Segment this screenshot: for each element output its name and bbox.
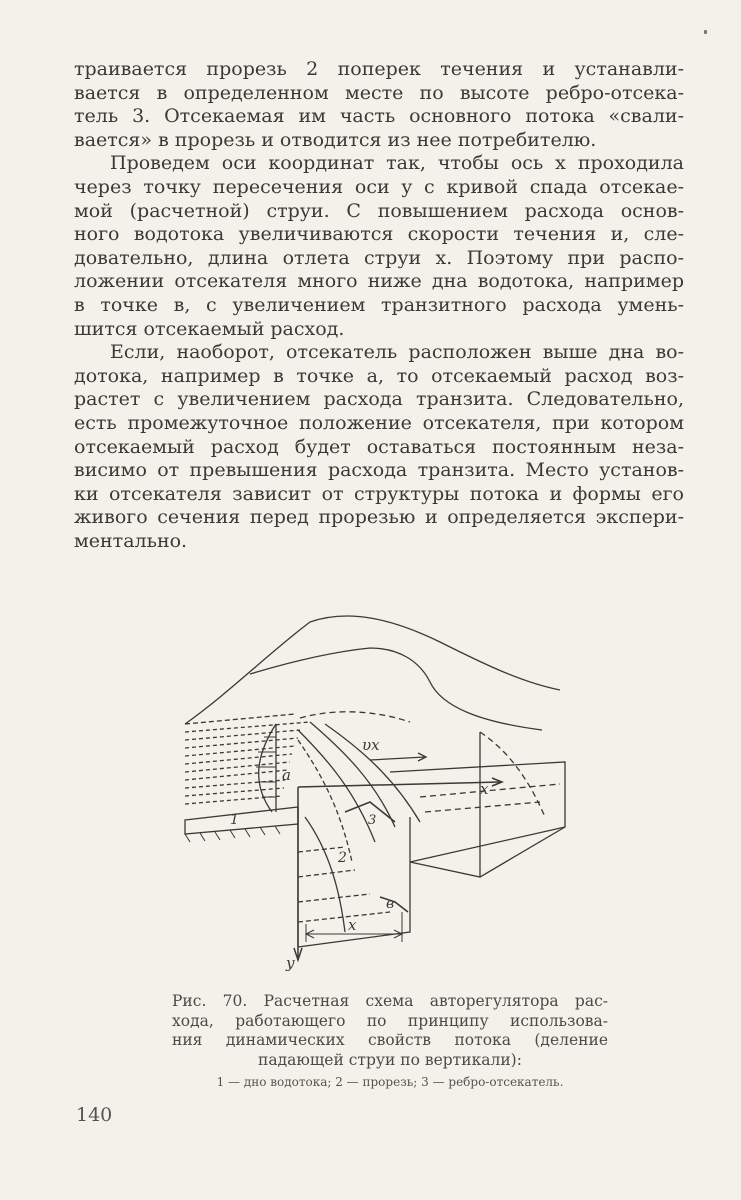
text-line: довательно, длина отлета струи x. Поэтому при распо- [74, 246, 684, 269]
point-a-label: a [282, 766, 291, 784]
point-b-label: в [386, 896, 395, 912]
text-line: ложении отсекателя много ниже дна водотока, например [74, 270, 684, 293]
text-line: ки отсекателя зависит от структуры потока и формы его [74, 482, 684, 505]
text-line: тель 3. Отсекаемая им часть основного потока «свали- [74, 105, 684, 128]
label-2: 2 [338, 850, 347, 866]
text-line: Проведем оси координат так, чтобы ось x проходила [110, 152, 684, 175]
body-text [74, 58, 684, 553]
figure-legend: 1 — дно водотока; 2 — прорезь; 3 — ребро-отсекатель. [216, 1075, 564, 1089]
text-line: мой (расчетной) струи. С повышением расхода основ- [74, 199, 684, 222]
text-line: отсекаемый расход будет оставаться постоянным неза- [74, 435, 684, 458]
text-line: ментально. [74, 529, 188, 552]
text-line: вается в определенном месте по высоте ребро-отсека- [74, 81, 684, 104]
x-dimension-label: x [348, 916, 357, 934]
label-1: 1 [230, 812, 239, 828]
figure-caption [172, 992, 608, 1070]
text-line: шится отсекаемый расход. [74, 317, 345, 340]
text-line: дотока, например в точке a, то отсекаемый расход воз- [74, 364, 684, 387]
text-line: вается» в прорезь и отводится из нее потребителю. [74, 128, 597, 151]
caption-line: Рис. 70. Расчетная схема авторегулятора рас- [172, 992, 608, 1010]
text-line: есть промежуточное положение отсекателя, при котором [74, 411, 684, 434]
label-3: 3 [368, 813, 377, 828]
text-line: живого сечения перед прорезью и определяется экспери- [74, 506, 684, 529]
text-line: через точку пересечения оси y с кривой спада отсекае- [74, 175, 684, 198]
flow-regulator-diagram [180, 612, 570, 977]
caption-line: хода, работающего по принципу использова- [172, 1011, 608, 1030]
text-line: в точке в, с увеличением транзитного расхода умень- [74, 293, 684, 316]
caption-line: падающей струи по вертикали): [258, 1050, 522, 1069]
corner-mark [704, 30, 707, 34]
x-axis-label: x [480, 780, 489, 798]
vx-label: υx [362, 736, 380, 754]
page-number: 140 [76, 1104, 113, 1126]
caption-line: ния динамических свойств потока (деление [172, 1031, 608, 1049]
text-line: ного водотока увеличиваются скорости течения и, сле- [74, 223, 684, 246]
text-line: траивается прорезь 2 поперек течения и устанавли- [74, 58, 684, 80]
y-axis-label: y [286, 954, 295, 972]
text-line: висимо от превышения расхода транзита. Место установ- [74, 459, 684, 482]
text-line: растет с увеличением расхода транзита. Следовательно, [74, 388, 684, 411]
text-line: Если, наоборот, отсекатель расположен выше дна во- [110, 341, 684, 364]
